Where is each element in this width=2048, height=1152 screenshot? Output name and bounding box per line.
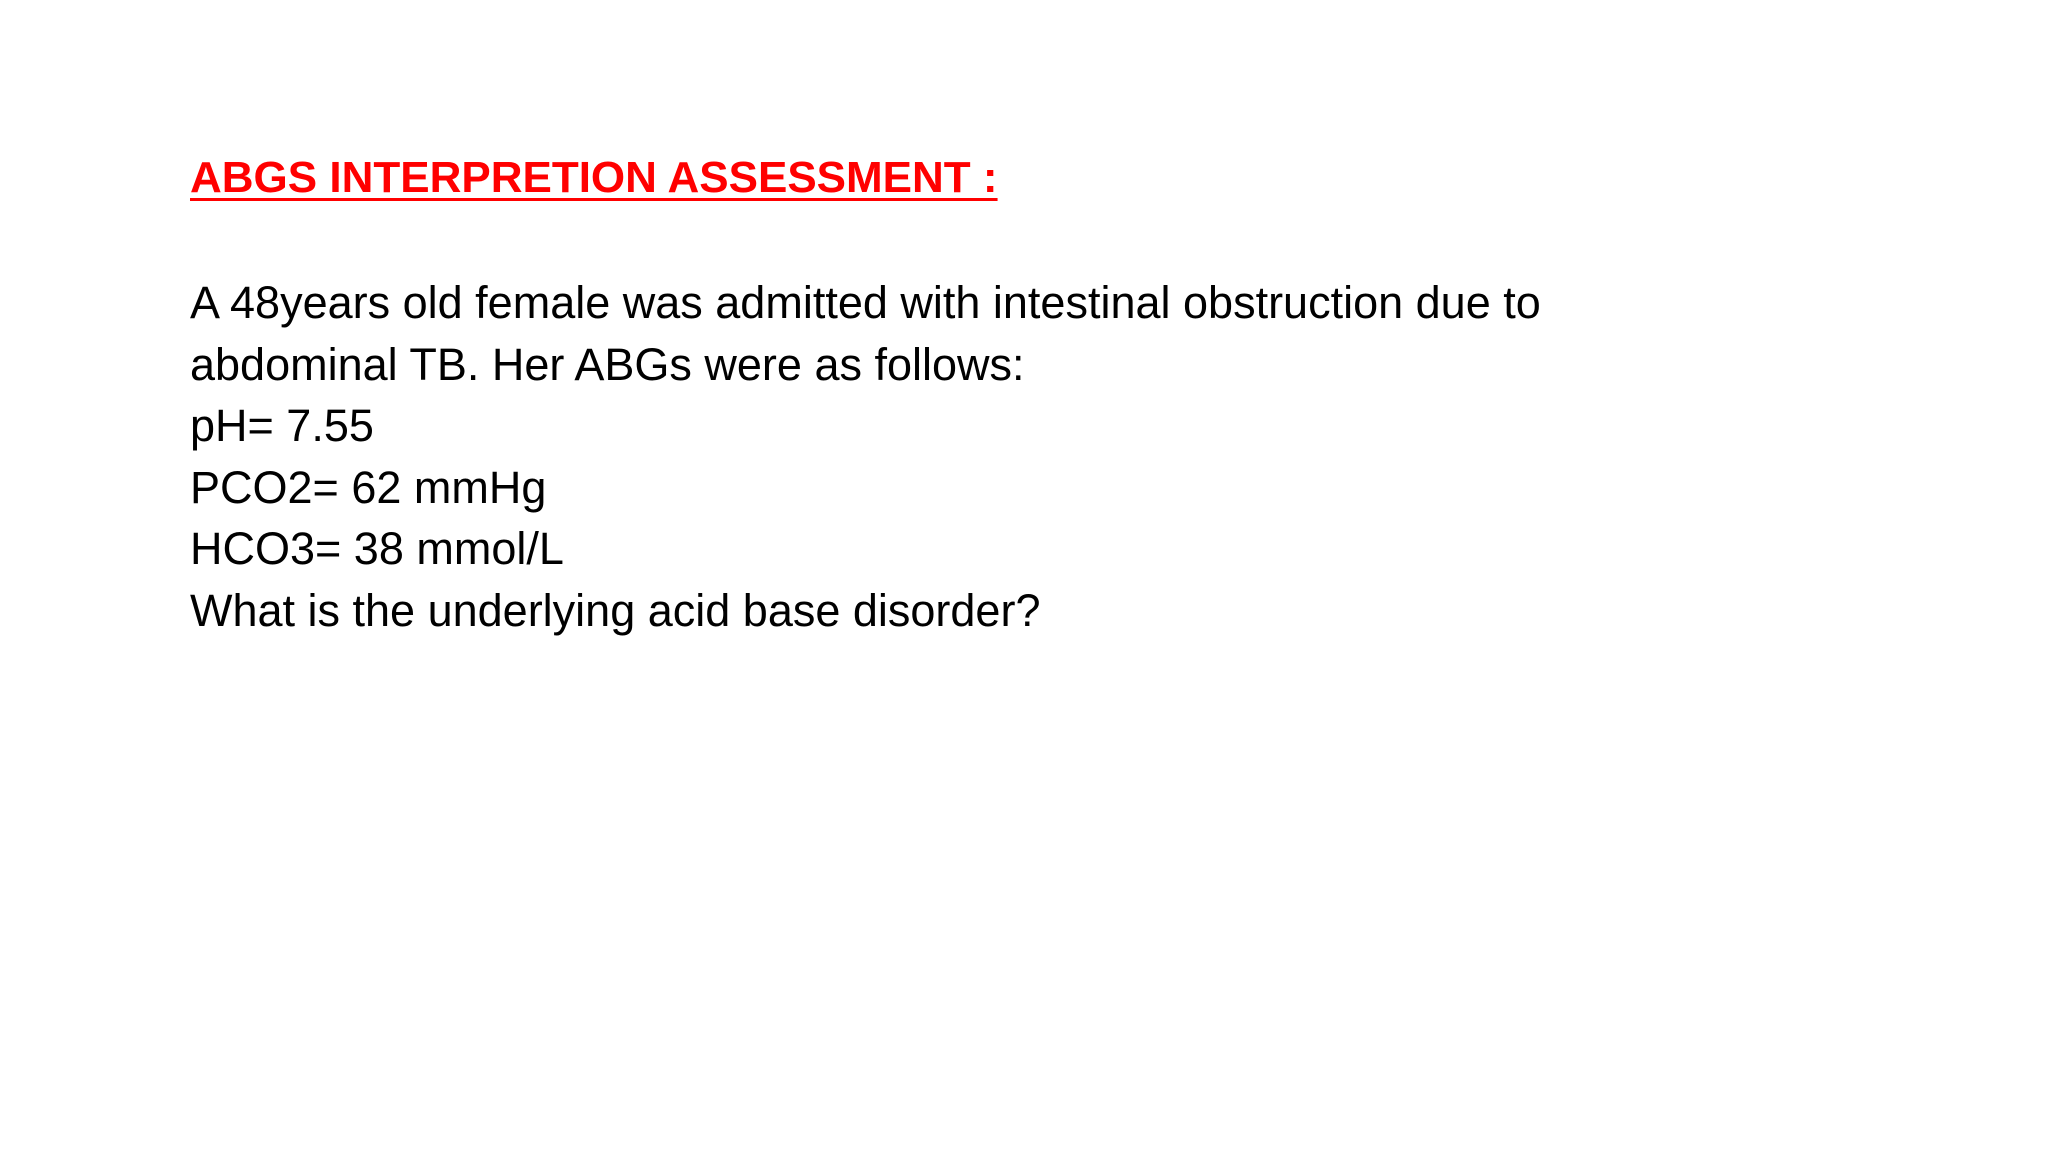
hco3-value: HCO3= 38 mmol/L bbox=[190, 523, 564, 574]
pco2-value: PCO2= 62 mmHg bbox=[190, 461, 547, 513]
case-line-intro-1: A 48years old female was admitted with intestinal obstruction due to bbox=[190, 277, 1541, 328]
case-line-intro-2: abdominal TB. Her ABGs were as follows: bbox=[190, 338, 1025, 390]
question: What is the underlying acid base disorder? bbox=[190, 584, 1041, 636]
ph-value: pH= 7.55 bbox=[190, 400, 374, 451]
case-description bbox=[190, 272, 1890, 641]
slide-heading: ABGS INTERPRETION ASSESSMENT : bbox=[190, 153, 998, 202]
